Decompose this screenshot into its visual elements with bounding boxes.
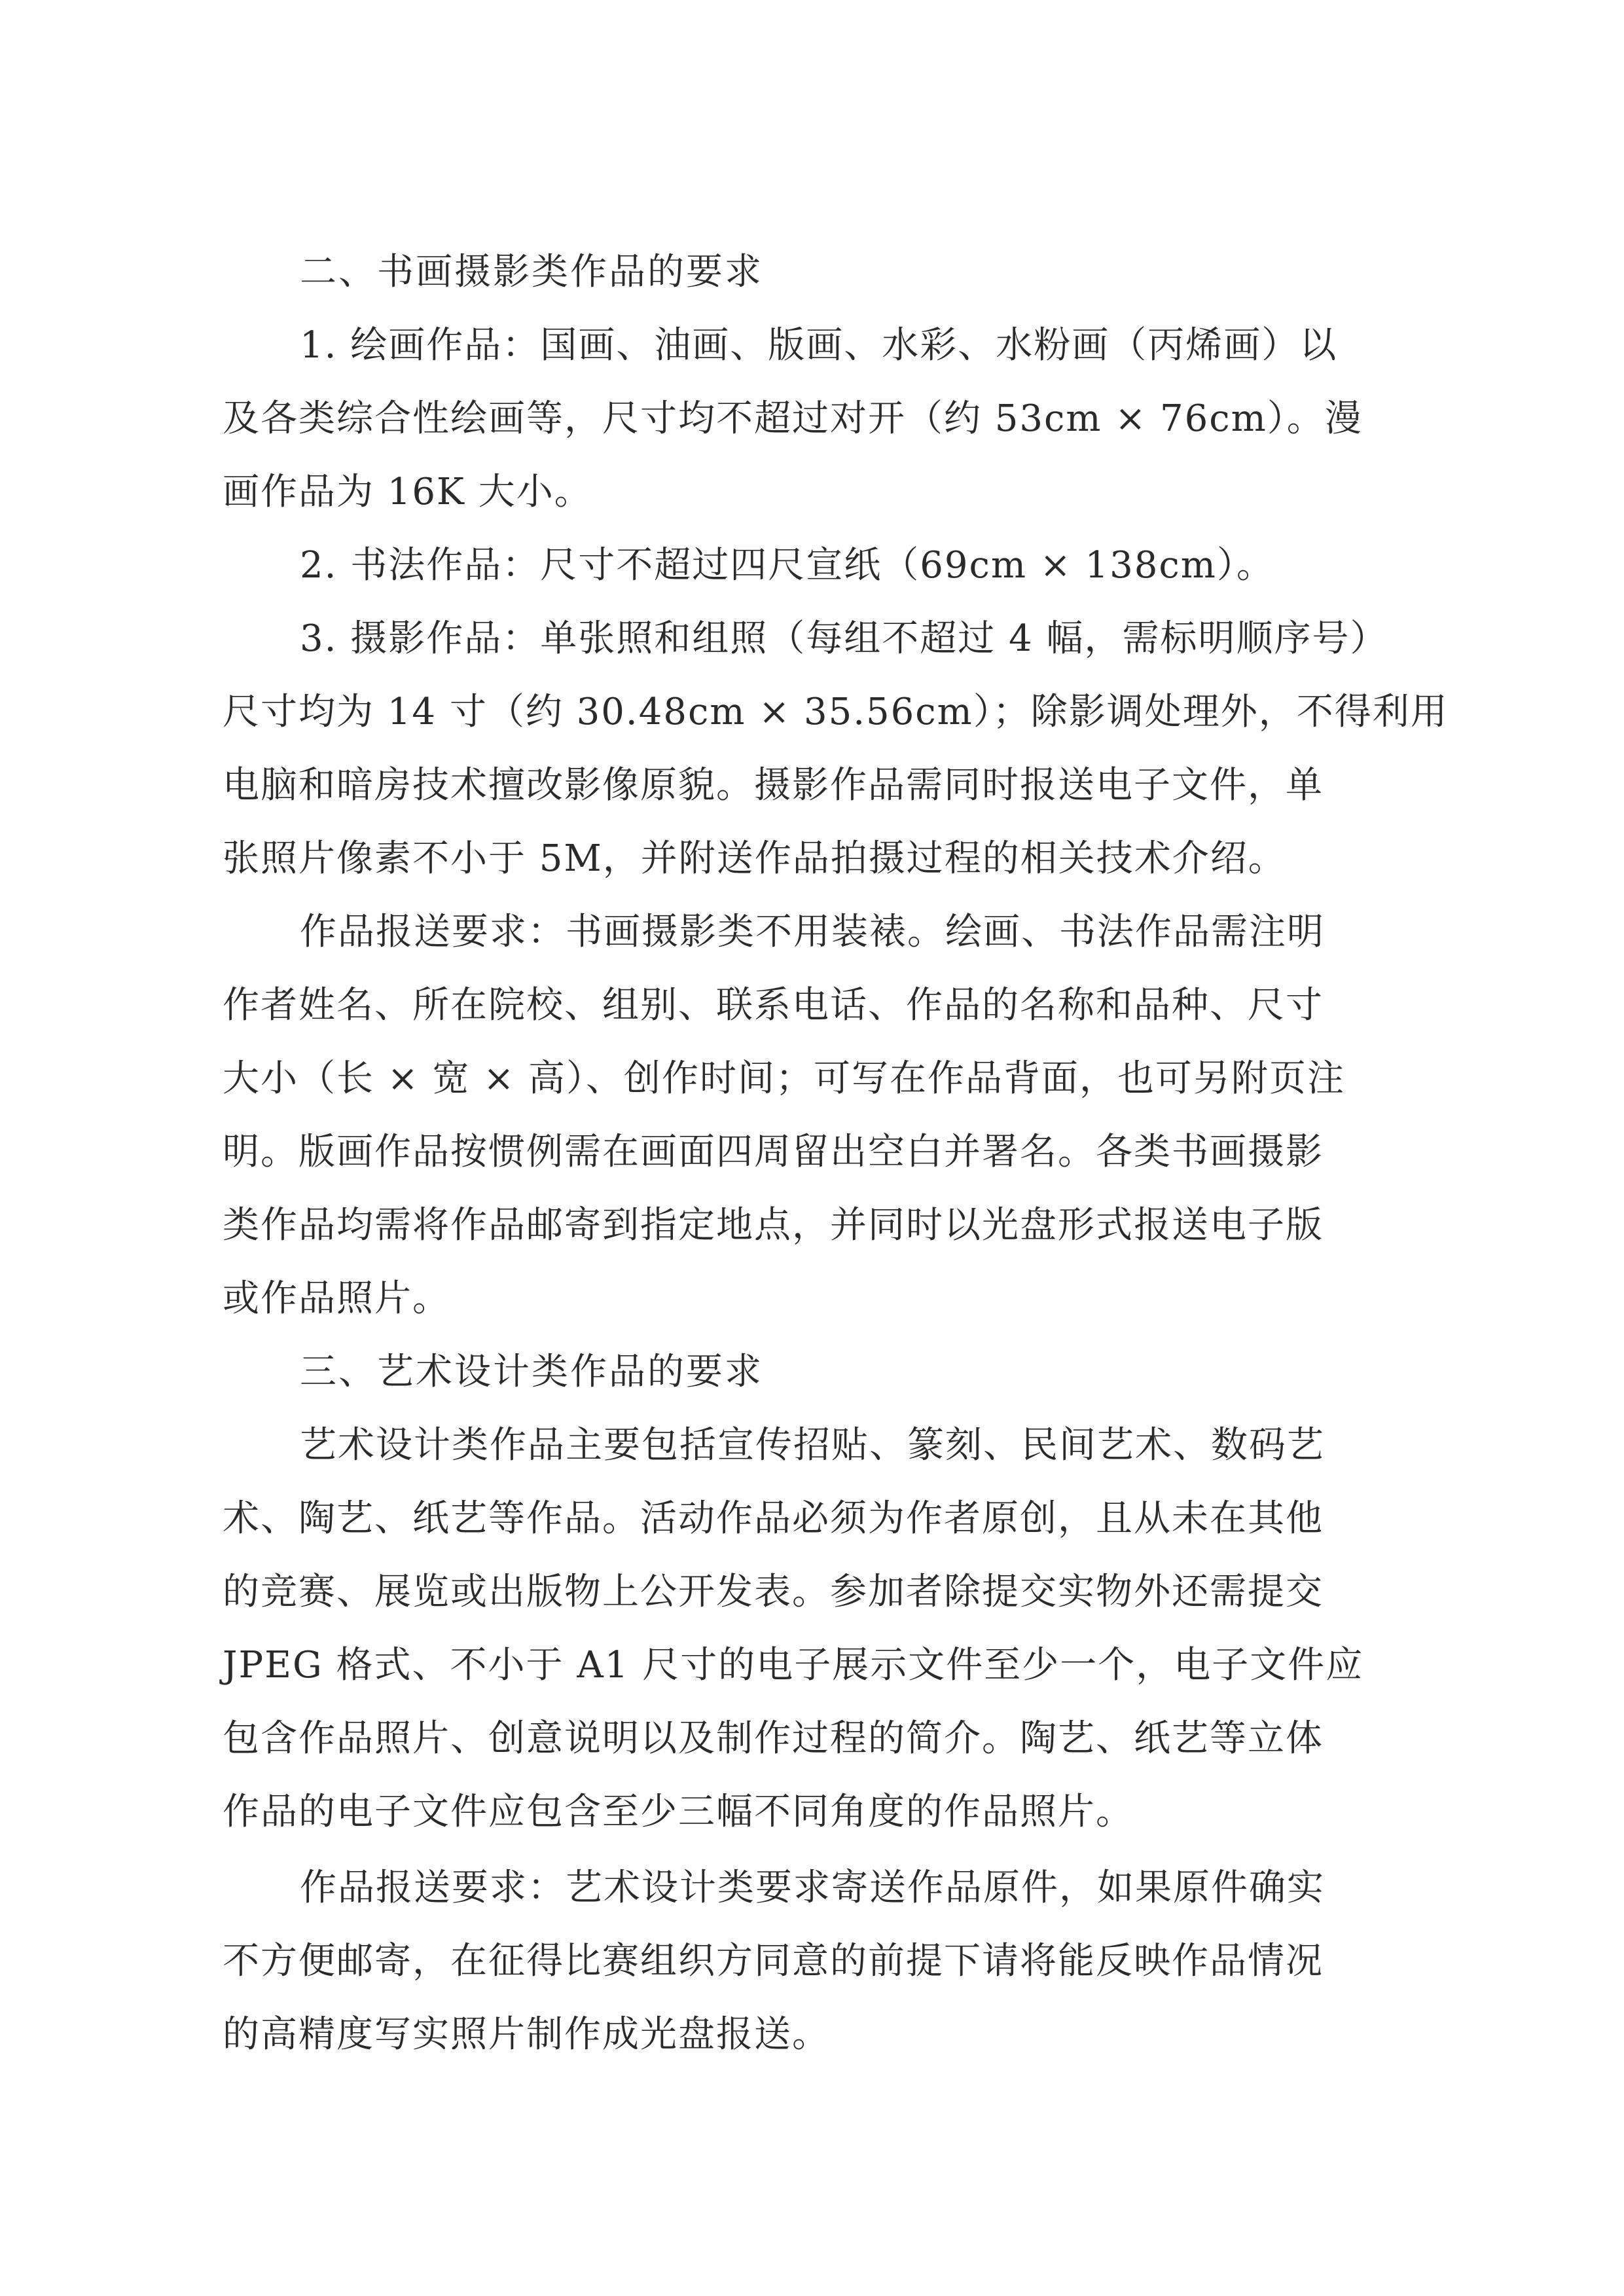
text-line: 及各类综合性绘画等，尺寸均不超过对开（约 53cm × 76cm）。漫 — [223, 397, 1363, 440]
paragraph — [223, 896, 1420, 1336]
paragraph — [223, 1851, 1420, 2071]
section-heading: 三、艺术设计类作品的要求 — [300, 1351, 763, 1393]
text-line: 作品报送要求：艺术设计类要求寄送作品原件，如果原件确实 — [300, 1867, 1325, 1909]
text-line: 尺寸均为 14 寸（约 30.48cm × 35.56cm）；除影调处理外，不得利用 — [223, 691, 1449, 733]
text-line: 2. 书法作品：尺寸不超过四尺宣纸（69cm × 138cm）。 — [300, 544, 1274, 587]
document-body — [223, 236, 1449, 2071]
paragraph — [223, 309, 1420, 529]
text-line: 不方便邮寄，在征得比赛组织方同意的前提下请将能反映作品情况 — [223, 1940, 1324, 1982]
text-line: 3. 摄影作品：单张照和组照（每组不超过 4 幅，需标明顺序号） — [300, 617, 1388, 660]
text-line: JPEG 格式、不小于 A1 尺寸的电子展示文件至少一个，电子文件应 — [223, 1644, 1364, 1686]
text-line: 类作品均需将作品邮寄到指定地点，并同时以光盘形式报送电子版 — [223, 1204, 1324, 1247]
text-line: 画作品为 16K 大小。 — [223, 471, 592, 513]
section-heading: 二、书画摄影类作品的要求 — [300, 251, 763, 293]
text-line: 术、陶艺、纸艺等作品。活动作品必须为作者原创，且从未在其他 — [223, 1497, 1324, 1540]
text-line: 明。版画作品按惯例需在画面四周留出空白并署名。各类书画摄影 — [223, 1131, 1324, 1173]
text-line: 作品报送要求：书画摄影类不用装裱。绘画、书法作品需注明 — [300, 911, 1325, 953]
text-line: 电脑和暗房技术擅改影像原貌。摄影作品需同时报送电子文件，单 — [223, 764, 1324, 807]
paragraph — [223, 602, 1449, 896]
text-line: 的竞赛、展览或出版物上公开发表。参加者除提交实物外还需提交 — [223, 1571, 1324, 1613]
text-line: 包含作品照片、创意说明以及制作过程的简介。陶艺、纸艺等立体 — [223, 1717, 1324, 1760]
text-line: 大小（长 × 宽 × 高）、创作时间；可写在作品背面，也可另附页注 — [223, 1057, 1346, 1100]
paragraph — [223, 529, 1420, 602]
paragraph — [223, 1409, 1420, 1849]
text-line: 的高精度写实照片制作成光盘报送。 — [223, 2013, 830, 2056]
text-line: 艺术设计类作品主要包括宣传招贴、篆刻、民间艺术、数码艺 — [300, 1424, 1325, 1467]
text-line: 张照片像素不小于 5M，并附送作品拍摄过程的相关技术介绍。 — [223, 837, 1286, 880]
text-line: 作者姓名、所在院校、组别、联系电话、作品的名称和品种、尺寸 — [223, 984, 1324, 1027]
text-line: 作品的电子文件应包含至少三幅不同角度的作品照片。 — [223, 1791, 1134, 1833]
text-line: 1. 绘画作品：国画、油画、版画、水彩、水粉画（丙烯画）以 — [300, 324, 1338, 367]
text-line: 或作品照片。 — [223, 1277, 450, 1320]
